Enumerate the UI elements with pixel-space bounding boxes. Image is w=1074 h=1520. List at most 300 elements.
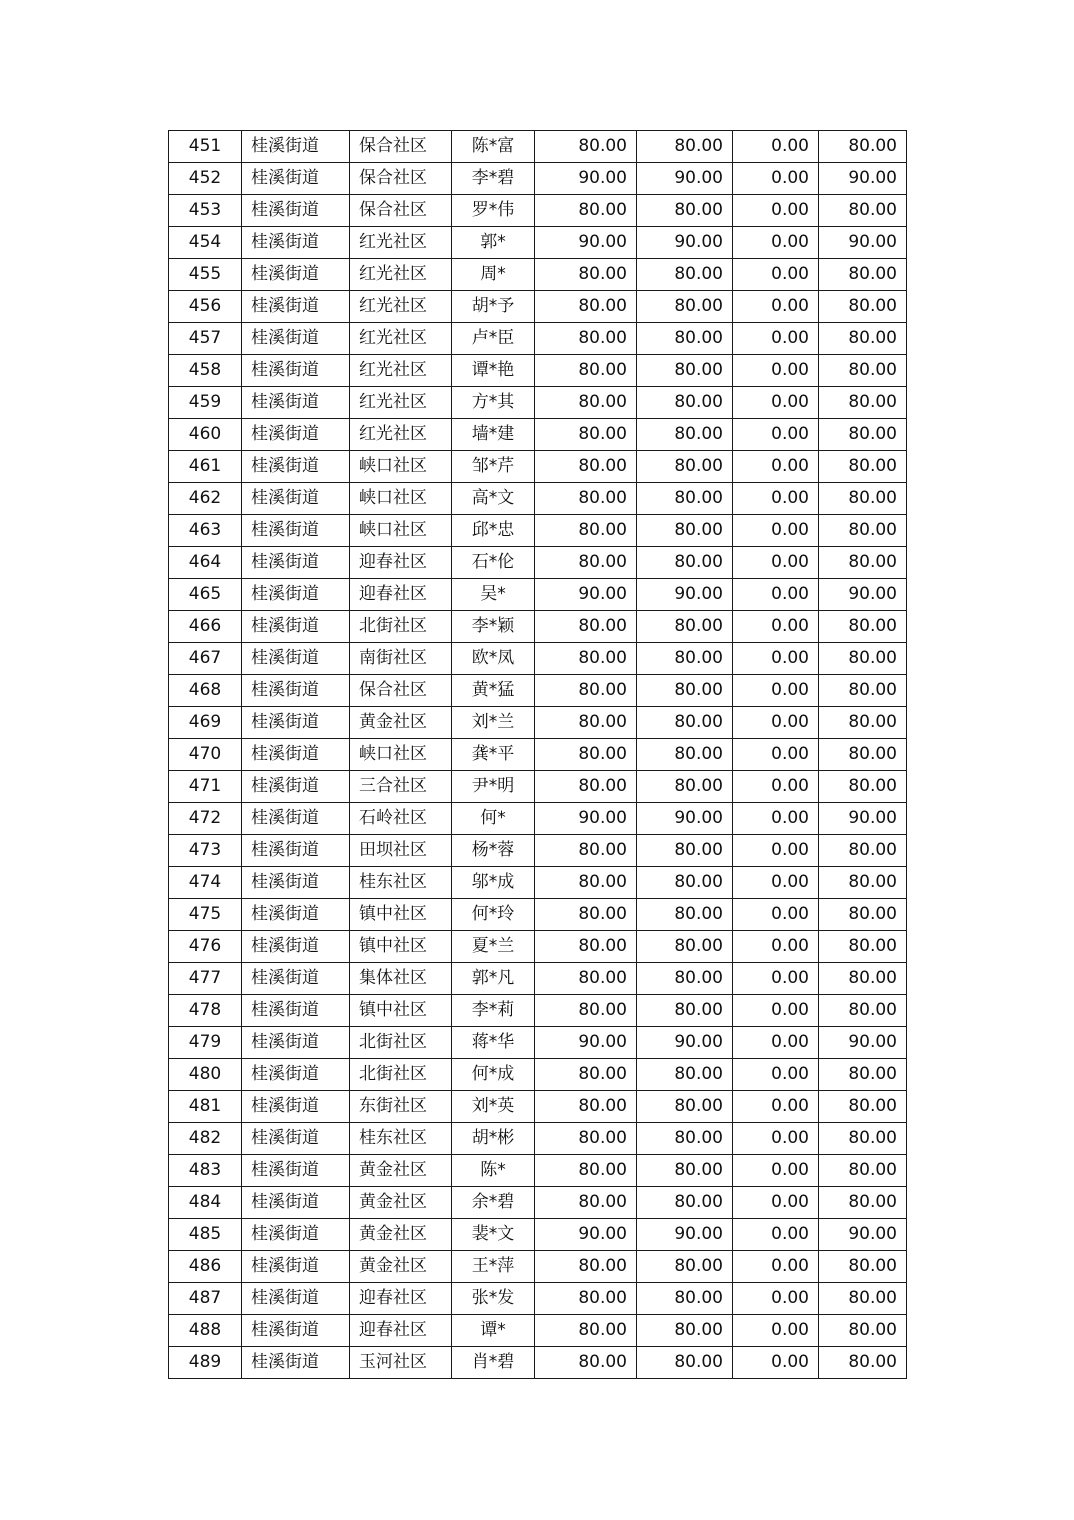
row-number-cell: 463 — [169, 515, 242, 547]
row-number-cell: 471 — [169, 771, 242, 803]
amount-cell-4: 80.00 — [819, 323, 907, 355]
name-cell: 何*成 — [452, 1059, 535, 1091]
amount-cell-1: 80.00 — [535, 419, 637, 451]
amount-cell-4: 80.00 — [819, 387, 907, 419]
amount-cell-1: 80.00 — [535, 355, 637, 387]
amount-cell-2: 90.00 — [637, 803, 733, 835]
amount-cell-3: 0.00 — [733, 739, 819, 771]
street-cell: 桂溪街道 — [242, 195, 350, 227]
amount-cell-1: 80.00 — [535, 867, 637, 899]
name-cell: 裴*文 — [452, 1219, 535, 1251]
amount-cell-2: 80.00 — [637, 707, 733, 739]
amount-cell-4: 80.00 — [819, 707, 907, 739]
amount-cell-4: 80.00 — [819, 419, 907, 451]
row-number-cell: 481 — [169, 1091, 242, 1123]
community-cell: 镇中社区 — [350, 931, 452, 963]
amount-cell-1: 80.00 — [535, 547, 637, 579]
table-row — [169, 163, 907, 195]
community-cell: 红光社区 — [350, 227, 452, 259]
amount-cell-2: 80.00 — [637, 1123, 733, 1155]
amount-cell-1: 80.00 — [535, 259, 637, 291]
amount-cell-1: 90.00 — [535, 803, 637, 835]
street-cell: 桂溪街道 — [242, 131, 350, 163]
amount-cell-1: 80.00 — [535, 739, 637, 771]
street-cell: 桂溪街道 — [242, 1187, 350, 1219]
table-row — [169, 323, 907, 355]
table-row — [169, 1091, 907, 1123]
amount-cell-4: 80.00 — [819, 835, 907, 867]
name-cell: 邬*成 — [452, 867, 535, 899]
amount-cell-3: 0.00 — [733, 579, 819, 611]
amount-cell-1: 80.00 — [535, 483, 637, 515]
community-cell: 峡口社区 — [350, 451, 452, 483]
street-cell: 桂溪街道 — [242, 323, 350, 355]
amount-cell-1: 80.00 — [535, 1059, 637, 1091]
street-cell: 桂溪街道 — [242, 963, 350, 995]
name-cell: 龚*平 — [452, 739, 535, 771]
amount-cell-3: 0.00 — [733, 1091, 819, 1123]
table-row — [169, 1283, 907, 1315]
row-number-cell: 456 — [169, 291, 242, 323]
row-number-cell: 468 — [169, 675, 242, 707]
amount-cell-3: 0.00 — [733, 1187, 819, 1219]
amount-cell-4: 90.00 — [819, 1219, 907, 1251]
amount-cell-1: 80.00 — [535, 131, 637, 163]
row-number-cell: 453 — [169, 195, 242, 227]
name-cell: 夏*兰 — [452, 931, 535, 963]
table-row — [169, 1155, 907, 1187]
row-number-cell: 473 — [169, 835, 242, 867]
amount-cell-3: 0.00 — [733, 803, 819, 835]
row-number-cell: 487 — [169, 1283, 242, 1315]
amount-cell-3: 0.00 — [733, 323, 819, 355]
amount-cell-1: 80.00 — [535, 771, 637, 803]
name-cell: 陈*富 — [452, 131, 535, 163]
row-number-cell: 480 — [169, 1059, 242, 1091]
amount-cell-3: 0.00 — [733, 771, 819, 803]
table-row — [169, 195, 907, 227]
amount-cell-4: 90.00 — [819, 1027, 907, 1059]
table-row — [169, 995, 907, 1027]
amount-cell-1: 80.00 — [535, 195, 637, 227]
row-number-cell: 462 — [169, 483, 242, 515]
row-number-cell: 477 — [169, 963, 242, 995]
amount-cell-4: 80.00 — [819, 291, 907, 323]
street-cell: 桂溪街道 — [242, 387, 350, 419]
amount-cell-4: 80.00 — [819, 1091, 907, 1123]
community-cell: 田坝社区 — [350, 835, 452, 867]
table-row — [169, 515, 907, 547]
street-cell: 桂溪街道 — [242, 163, 350, 195]
amount-cell-4: 80.00 — [819, 1283, 907, 1315]
table-row — [169, 1123, 907, 1155]
amount-cell-2: 80.00 — [637, 931, 733, 963]
amount-cell-3: 0.00 — [733, 1283, 819, 1315]
amount-cell-1: 80.00 — [535, 899, 637, 931]
community-cell: 南街社区 — [350, 643, 452, 675]
amount-cell-3: 0.00 — [733, 547, 819, 579]
row-number-cell: 475 — [169, 899, 242, 931]
amount-cell-3: 0.00 — [733, 899, 819, 931]
table-row — [169, 899, 907, 931]
table-row — [169, 227, 907, 259]
amount-cell-4: 90.00 — [819, 227, 907, 259]
row-number-cell: 459 — [169, 387, 242, 419]
table-row — [169, 419, 907, 451]
street-cell: 桂溪街道 — [242, 1315, 350, 1347]
amount-cell-2: 80.00 — [637, 483, 733, 515]
amount-cell-2: 80.00 — [637, 387, 733, 419]
table-row — [169, 771, 907, 803]
amount-cell-1: 80.00 — [535, 1315, 637, 1347]
amount-cell-4: 80.00 — [819, 131, 907, 163]
row-number-cell: 461 — [169, 451, 242, 483]
table-row — [169, 387, 907, 419]
table-row — [169, 1059, 907, 1091]
row-number-cell: 452 — [169, 163, 242, 195]
street-cell: 桂溪街道 — [242, 899, 350, 931]
street-cell: 桂溪街道 — [242, 739, 350, 771]
community-cell: 保合社区 — [350, 195, 452, 227]
name-cell: 邱*忠 — [452, 515, 535, 547]
amount-cell-2: 80.00 — [637, 323, 733, 355]
amount-cell-3: 0.00 — [733, 707, 819, 739]
amount-cell-3: 0.00 — [733, 995, 819, 1027]
row-number-cell: 474 — [169, 867, 242, 899]
amount-cell-2: 80.00 — [637, 195, 733, 227]
street-cell: 桂溪街道 — [242, 355, 350, 387]
community-cell: 红光社区 — [350, 387, 452, 419]
name-cell: 张*发 — [452, 1283, 535, 1315]
amount-cell-2: 80.00 — [637, 1283, 733, 1315]
street-cell: 桂溪街道 — [242, 1155, 350, 1187]
row-number-cell: 483 — [169, 1155, 242, 1187]
community-cell: 集体社区 — [350, 963, 452, 995]
name-cell: 谭* — [452, 1315, 535, 1347]
street-cell: 桂溪街道 — [242, 1123, 350, 1155]
data-table — [168, 130, 907, 1379]
name-cell: 石*伦 — [452, 547, 535, 579]
amount-cell-2: 80.00 — [637, 835, 733, 867]
community-cell: 红光社区 — [350, 259, 452, 291]
amount-cell-2: 80.00 — [637, 451, 733, 483]
amount-cell-1: 80.00 — [535, 387, 637, 419]
amount-cell-3: 0.00 — [733, 835, 819, 867]
table-row — [169, 867, 907, 899]
table-row — [169, 1315, 907, 1347]
amount-cell-2: 80.00 — [637, 867, 733, 899]
community-cell: 红光社区 — [350, 323, 452, 355]
street-cell: 桂溪街道 — [242, 547, 350, 579]
name-cell: 余*碧 — [452, 1187, 535, 1219]
name-cell: 邹*芹 — [452, 451, 535, 483]
amount-cell-1: 80.00 — [535, 707, 637, 739]
amount-cell-1: 80.00 — [535, 1123, 637, 1155]
street-cell: 桂溪街道 — [242, 483, 350, 515]
table-row — [169, 355, 907, 387]
amount-cell-2: 90.00 — [637, 227, 733, 259]
amount-cell-2: 80.00 — [637, 547, 733, 579]
street-cell: 桂溪街道 — [242, 1059, 350, 1091]
amount-cell-1: 80.00 — [535, 1283, 637, 1315]
amount-cell-3: 0.00 — [733, 1219, 819, 1251]
amount-cell-1: 80.00 — [535, 963, 637, 995]
amount-cell-2: 80.00 — [637, 1091, 733, 1123]
name-cell: 刘*英 — [452, 1091, 535, 1123]
community-cell: 峡口社区 — [350, 739, 452, 771]
amount-cell-4: 90.00 — [819, 163, 907, 195]
table-row — [169, 1219, 907, 1251]
name-cell: 方*其 — [452, 387, 535, 419]
table-row — [169, 1187, 907, 1219]
row-number-cell: 489 — [169, 1347, 242, 1379]
community-cell: 峡口社区 — [350, 483, 452, 515]
table-row — [169, 579, 907, 611]
row-number-cell: 460 — [169, 419, 242, 451]
community-cell: 石岭社区 — [350, 803, 452, 835]
street-cell: 桂溪街道 — [242, 1251, 350, 1283]
amount-cell-3: 0.00 — [733, 1155, 819, 1187]
amount-cell-1: 80.00 — [535, 1155, 637, 1187]
row-number-cell: 485 — [169, 1219, 242, 1251]
name-cell: 谭*艳 — [452, 355, 535, 387]
amount-cell-4: 80.00 — [819, 195, 907, 227]
amount-cell-4: 80.00 — [819, 515, 907, 547]
community-cell: 峡口社区 — [350, 515, 452, 547]
community-cell: 镇中社区 — [350, 899, 452, 931]
table-row — [169, 483, 907, 515]
name-cell: 何* — [452, 803, 535, 835]
row-number-cell: 472 — [169, 803, 242, 835]
amount-cell-1: 80.00 — [535, 643, 637, 675]
amount-cell-2: 80.00 — [637, 259, 733, 291]
name-cell: 陈* — [452, 1155, 535, 1187]
community-cell: 迎春社区 — [350, 1315, 452, 1347]
street-cell: 桂溪街道 — [242, 1091, 350, 1123]
row-number-cell: 469 — [169, 707, 242, 739]
community-cell: 迎春社区 — [350, 547, 452, 579]
amount-cell-1: 80.00 — [535, 1251, 637, 1283]
amount-cell-1: 80.00 — [535, 323, 637, 355]
amount-cell-1: 90.00 — [535, 227, 637, 259]
row-number-cell: 484 — [169, 1187, 242, 1219]
name-cell: 卢*臣 — [452, 323, 535, 355]
street-cell: 桂溪街道 — [242, 995, 350, 1027]
table-row — [169, 291, 907, 323]
amount-cell-3: 0.00 — [733, 451, 819, 483]
amount-cell-3: 0.00 — [733, 931, 819, 963]
table-body — [169, 131, 907, 1379]
table-row — [169, 707, 907, 739]
table-row — [169, 611, 907, 643]
amount-cell-1: 80.00 — [535, 451, 637, 483]
amount-cell-3: 0.00 — [733, 1347, 819, 1379]
amount-cell-3: 0.00 — [733, 131, 819, 163]
row-number-cell: 478 — [169, 995, 242, 1027]
amount-cell-2: 80.00 — [637, 1059, 733, 1091]
amount-cell-3: 0.00 — [733, 643, 819, 675]
street-cell: 桂溪街道 — [242, 419, 350, 451]
amount-cell-4: 80.00 — [819, 771, 907, 803]
row-number-cell: 454 — [169, 227, 242, 259]
street-cell: 桂溪街道 — [242, 867, 350, 899]
street-cell: 桂溪街道 — [242, 515, 350, 547]
amount-cell-4: 80.00 — [819, 1315, 907, 1347]
street-cell: 桂溪街道 — [242, 675, 350, 707]
street-cell: 桂溪街道 — [242, 707, 350, 739]
row-number-cell: 486 — [169, 1251, 242, 1283]
community-cell: 北街社区 — [350, 1027, 452, 1059]
amount-cell-1: 80.00 — [535, 515, 637, 547]
name-cell: 欧*凤 — [452, 643, 535, 675]
amount-cell-4: 80.00 — [819, 867, 907, 899]
amount-cell-4: 80.00 — [819, 899, 907, 931]
row-number-cell: 464 — [169, 547, 242, 579]
community-cell: 红光社区 — [350, 419, 452, 451]
name-cell: 黄*猛 — [452, 675, 535, 707]
name-cell: 墙*建 — [452, 419, 535, 451]
amount-cell-2: 80.00 — [637, 611, 733, 643]
amount-cell-1: 90.00 — [535, 1219, 637, 1251]
street-cell: 桂溪街道 — [242, 1219, 350, 1251]
community-cell: 黄金社区 — [350, 1187, 452, 1219]
street-cell: 桂溪街道 — [242, 1283, 350, 1315]
amount-cell-3: 0.00 — [733, 259, 819, 291]
amount-cell-2: 80.00 — [637, 355, 733, 387]
amount-cell-3: 0.00 — [733, 963, 819, 995]
name-cell: 尹*明 — [452, 771, 535, 803]
amount-cell-1: 80.00 — [535, 1187, 637, 1219]
row-number-cell: 466 — [169, 611, 242, 643]
community-cell: 玉河社区 — [350, 1347, 452, 1379]
community-cell: 黄金社区 — [350, 707, 452, 739]
row-number-cell: 470 — [169, 739, 242, 771]
amount-cell-4: 80.00 — [819, 995, 907, 1027]
name-cell: 胡*彬 — [452, 1123, 535, 1155]
amount-cell-3: 0.00 — [733, 163, 819, 195]
amount-cell-1: 90.00 — [535, 579, 637, 611]
table-row — [169, 1251, 907, 1283]
amount-cell-2: 80.00 — [637, 515, 733, 547]
street-cell: 桂溪街道 — [242, 1027, 350, 1059]
table-row — [169, 803, 907, 835]
amount-cell-1: 80.00 — [535, 931, 637, 963]
street-cell: 桂溪街道 — [242, 579, 350, 611]
street-cell: 桂溪街道 — [242, 611, 350, 643]
community-cell: 北街社区 — [350, 611, 452, 643]
amount-cell-4: 80.00 — [819, 931, 907, 963]
community-cell: 镇中社区 — [350, 995, 452, 1027]
table-row — [169, 259, 907, 291]
community-cell: 迎春社区 — [350, 579, 452, 611]
amount-cell-3: 0.00 — [733, 1059, 819, 1091]
amount-cell-4: 80.00 — [819, 1123, 907, 1155]
amount-cell-3: 0.00 — [733, 483, 819, 515]
amount-cell-4: 80.00 — [819, 355, 907, 387]
amount-cell-2: 80.00 — [637, 899, 733, 931]
amount-cell-2: 80.00 — [637, 1155, 733, 1187]
amount-cell-3: 0.00 — [733, 675, 819, 707]
name-cell: 王*萍 — [452, 1251, 535, 1283]
name-cell: 刘*兰 — [452, 707, 535, 739]
amount-cell-4: 80.00 — [819, 1251, 907, 1283]
community-cell: 保合社区 — [350, 675, 452, 707]
table-row — [169, 675, 907, 707]
table-row — [169, 739, 907, 771]
amount-cell-4: 80.00 — [819, 1059, 907, 1091]
amount-cell-1: 80.00 — [535, 1347, 637, 1379]
amount-cell-2: 80.00 — [637, 1251, 733, 1283]
amount-cell-2: 80.00 — [637, 995, 733, 1027]
amount-cell-4: 80.00 — [819, 483, 907, 515]
row-number-cell: 457 — [169, 323, 242, 355]
amount-cell-2: 80.00 — [637, 131, 733, 163]
name-cell: 蒋*华 — [452, 1027, 535, 1059]
amount-cell-1: 80.00 — [535, 291, 637, 323]
street-cell: 桂溪街道 — [242, 931, 350, 963]
street-cell: 桂溪街道 — [242, 1347, 350, 1379]
amount-cell-1: 80.00 — [535, 611, 637, 643]
row-number-cell: 455 — [169, 259, 242, 291]
amount-cell-4: 80.00 — [819, 675, 907, 707]
name-cell: 吴* — [452, 579, 535, 611]
amount-cell-3: 0.00 — [733, 867, 819, 899]
amount-cell-2: 90.00 — [637, 579, 733, 611]
community-cell: 黄金社区 — [350, 1219, 452, 1251]
amount-cell-4: 80.00 — [819, 963, 907, 995]
amount-cell-1: 80.00 — [535, 1091, 637, 1123]
row-number-cell: 479 — [169, 1027, 242, 1059]
amount-cell-4: 80.00 — [819, 451, 907, 483]
street-cell: 桂溪街道 — [242, 803, 350, 835]
row-number-cell: 467 — [169, 643, 242, 675]
amount-cell-2: 80.00 — [637, 739, 733, 771]
name-cell: 胡*予 — [452, 291, 535, 323]
amount-cell-2: 80.00 — [637, 1315, 733, 1347]
table-row — [169, 1347, 907, 1379]
amount-cell-2: 80.00 — [637, 643, 733, 675]
name-cell: 郭* — [452, 227, 535, 259]
street-cell: 桂溪街道 — [242, 771, 350, 803]
amount-cell-1: 80.00 — [535, 835, 637, 867]
table-row — [169, 931, 907, 963]
community-cell: 黄金社区 — [350, 1155, 452, 1187]
table-row — [169, 451, 907, 483]
amount-cell-3: 0.00 — [733, 1123, 819, 1155]
row-number-cell: 458 — [169, 355, 242, 387]
community-cell: 桂东社区 — [350, 1123, 452, 1155]
amount-cell-3: 0.00 — [733, 515, 819, 547]
amount-cell-3: 0.00 — [733, 1315, 819, 1347]
table-row — [169, 1027, 907, 1059]
amount-cell-2: 90.00 — [637, 1027, 733, 1059]
amount-cell-1: 90.00 — [535, 163, 637, 195]
amount-cell-3: 0.00 — [733, 1251, 819, 1283]
community-cell: 桂东社区 — [350, 867, 452, 899]
amount-cell-4: 80.00 — [819, 1347, 907, 1379]
amount-cell-4: 80.00 — [819, 1187, 907, 1219]
amount-cell-2: 80.00 — [637, 291, 733, 323]
amount-cell-2: 90.00 — [637, 1219, 733, 1251]
amount-cell-3: 0.00 — [733, 355, 819, 387]
street-cell: 桂溪街道 — [242, 835, 350, 867]
amount-cell-2: 80.00 — [637, 419, 733, 451]
amount-cell-3: 0.00 — [733, 419, 819, 451]
community-cell: 黄金社区 — [350, 1251, 452, 1283]
community-cell: 北街社区 — [350, 1059, 452, 1091]
name-cell: 何*玲 — [452, 899, 535, 931]
name-cell: 郭*凡 — [452, 963, 535, 995]
